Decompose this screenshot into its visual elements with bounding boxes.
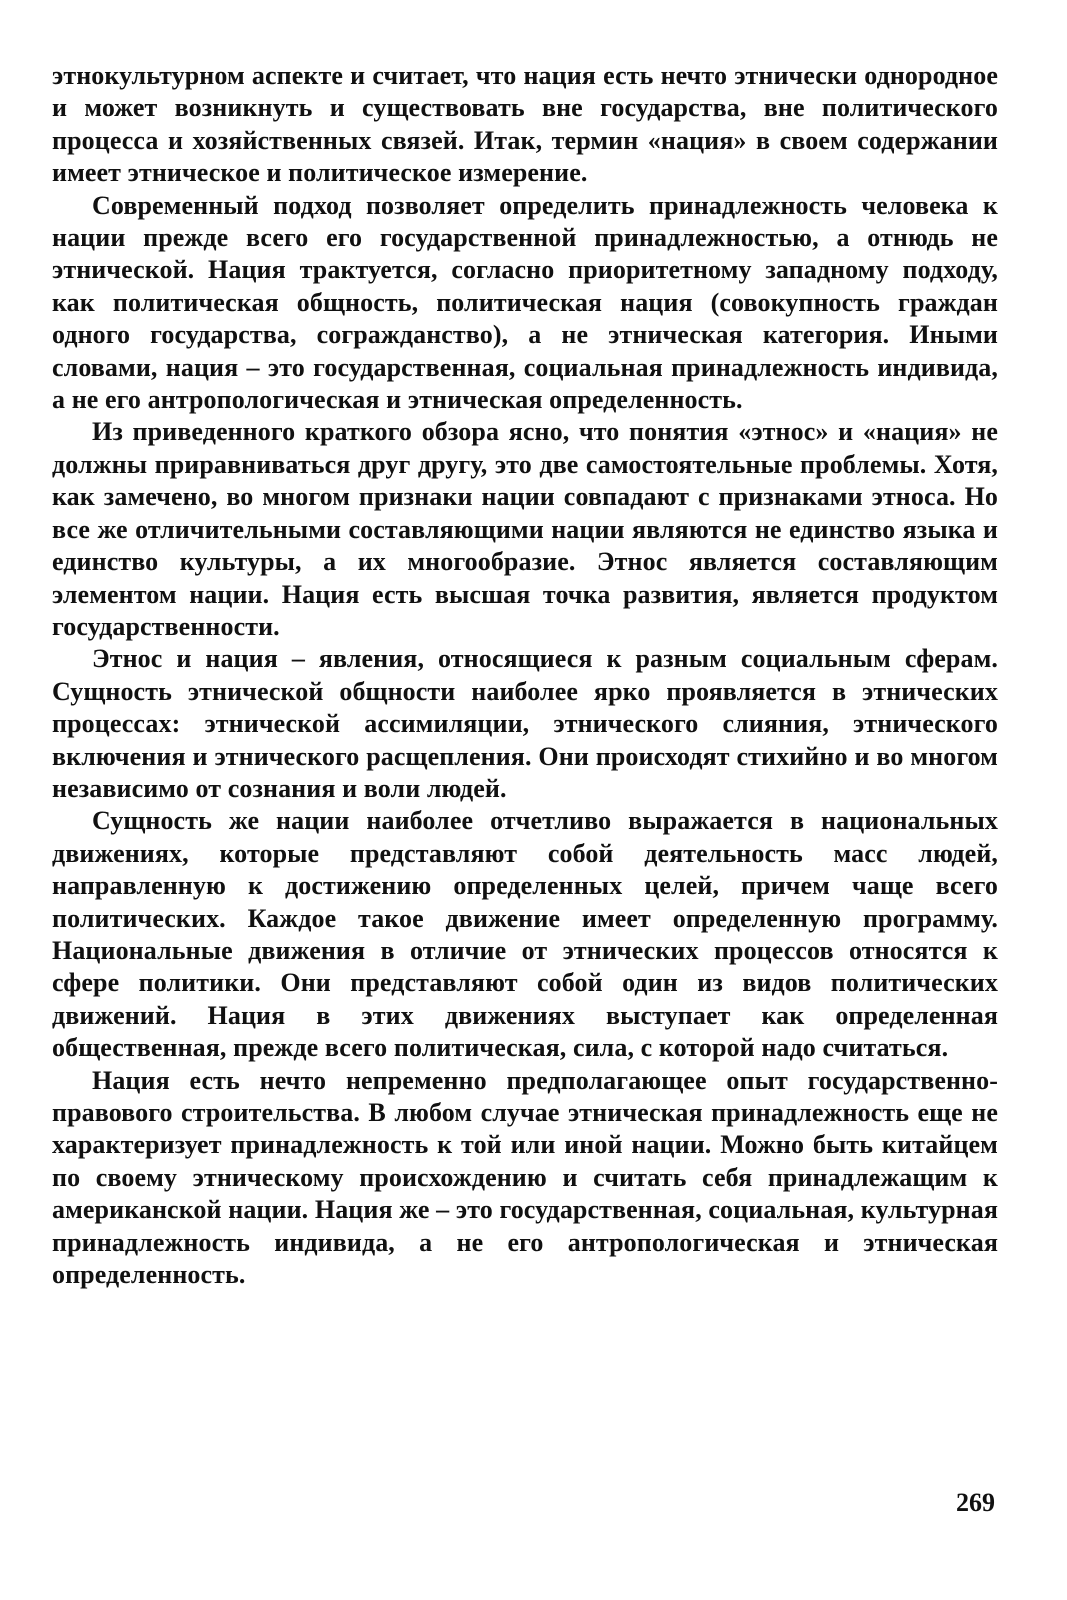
paragraph-1: этнокультурном аспекте и считает, что нация есть нечто этнически однородное и может возникнуть и существовать вне государства, вне политического процесса и хозяйственных связей. Итак, термин «нация» в своем содержании имеет этническое и политическое измерение. bbox=[52, 61, 998, 188]
paragraph-4: Этнос и нация – явления, относящиеся к разным социальным сферам. Сущность этнической общности наиболее ярко проявляется в этнических процессах: этнической ассимиляции, этнического слияния, этнического включения и этнического расщепления. Они происходят стихийно и во многом независимо от сознания и воли людей. bbox=[52, 644, 998, 803]
paragraph-3: Из приведенного краткого обзора ясно, что понятия «этнос» и «нация» не должны приравниваться друг другу, это две самостоятельные проблемы. Хотя, как замечено, во многом признаки нации совпадают с признаками этноса. Но все же отличительными составляющими нации являются не единство языка и единство культуры, а их многообразие. Этнос является составляющим элементом нации. Нация есть высшая точка развития, является продуктом государственности. bbox=[52, 417, 998, 641]
page-number: 269 bbox=[956, 1488, 995, 1517]
paragraph-2: Современный подход позволяет определить принадлежность человека к нации прежде всего его государственной принадлежностью, а отнюдь не этнической. Нация трактуется, согласно приоритетному западному подходу, как политическая общность, политическая нация (совокупность граждан одного государства, согражданство), а не этническая категория. Иными словами, нация – это государственная, социальная принадлежность индивида, а не его антропологическая и этническая определенность. bbox=[52, 190, 998, 415]
paragraph-6: Нация есть нечто непременно предполагающее опыт государственно-правового строительства. В любом случае этническая принадлежность еще не характеризует принадлежность к той или иной нации. Можно быть китайцем по своему этническому происхождению и считать себя принадлежащим к американской нации. Нация же – это государственная, социальная, культурная принадлежность индивида, а не его антропологическая и этническая определенность. bbox=[52, 1065, 998, 1290]
page-body bbox=[52, 60, 998, 1291]
paragraph-5: Сущность же нации наиболее отчетливо выражается в национальных движениях, которые представляют собой деятельность масс людей, направленную к достижению определенных целей, причем чаще всего политических. Каждое такое движение имеет определенную программу. Национальные движения в отличие от этнических процессов относятся к сфере политики. Они представляют собой один из видов политических движений. Нация в этих движениях выступает как определенная общественная, прежде всего политическая, сила, с которой надо считаться. bbox=[52, 806, 998, 1063]
